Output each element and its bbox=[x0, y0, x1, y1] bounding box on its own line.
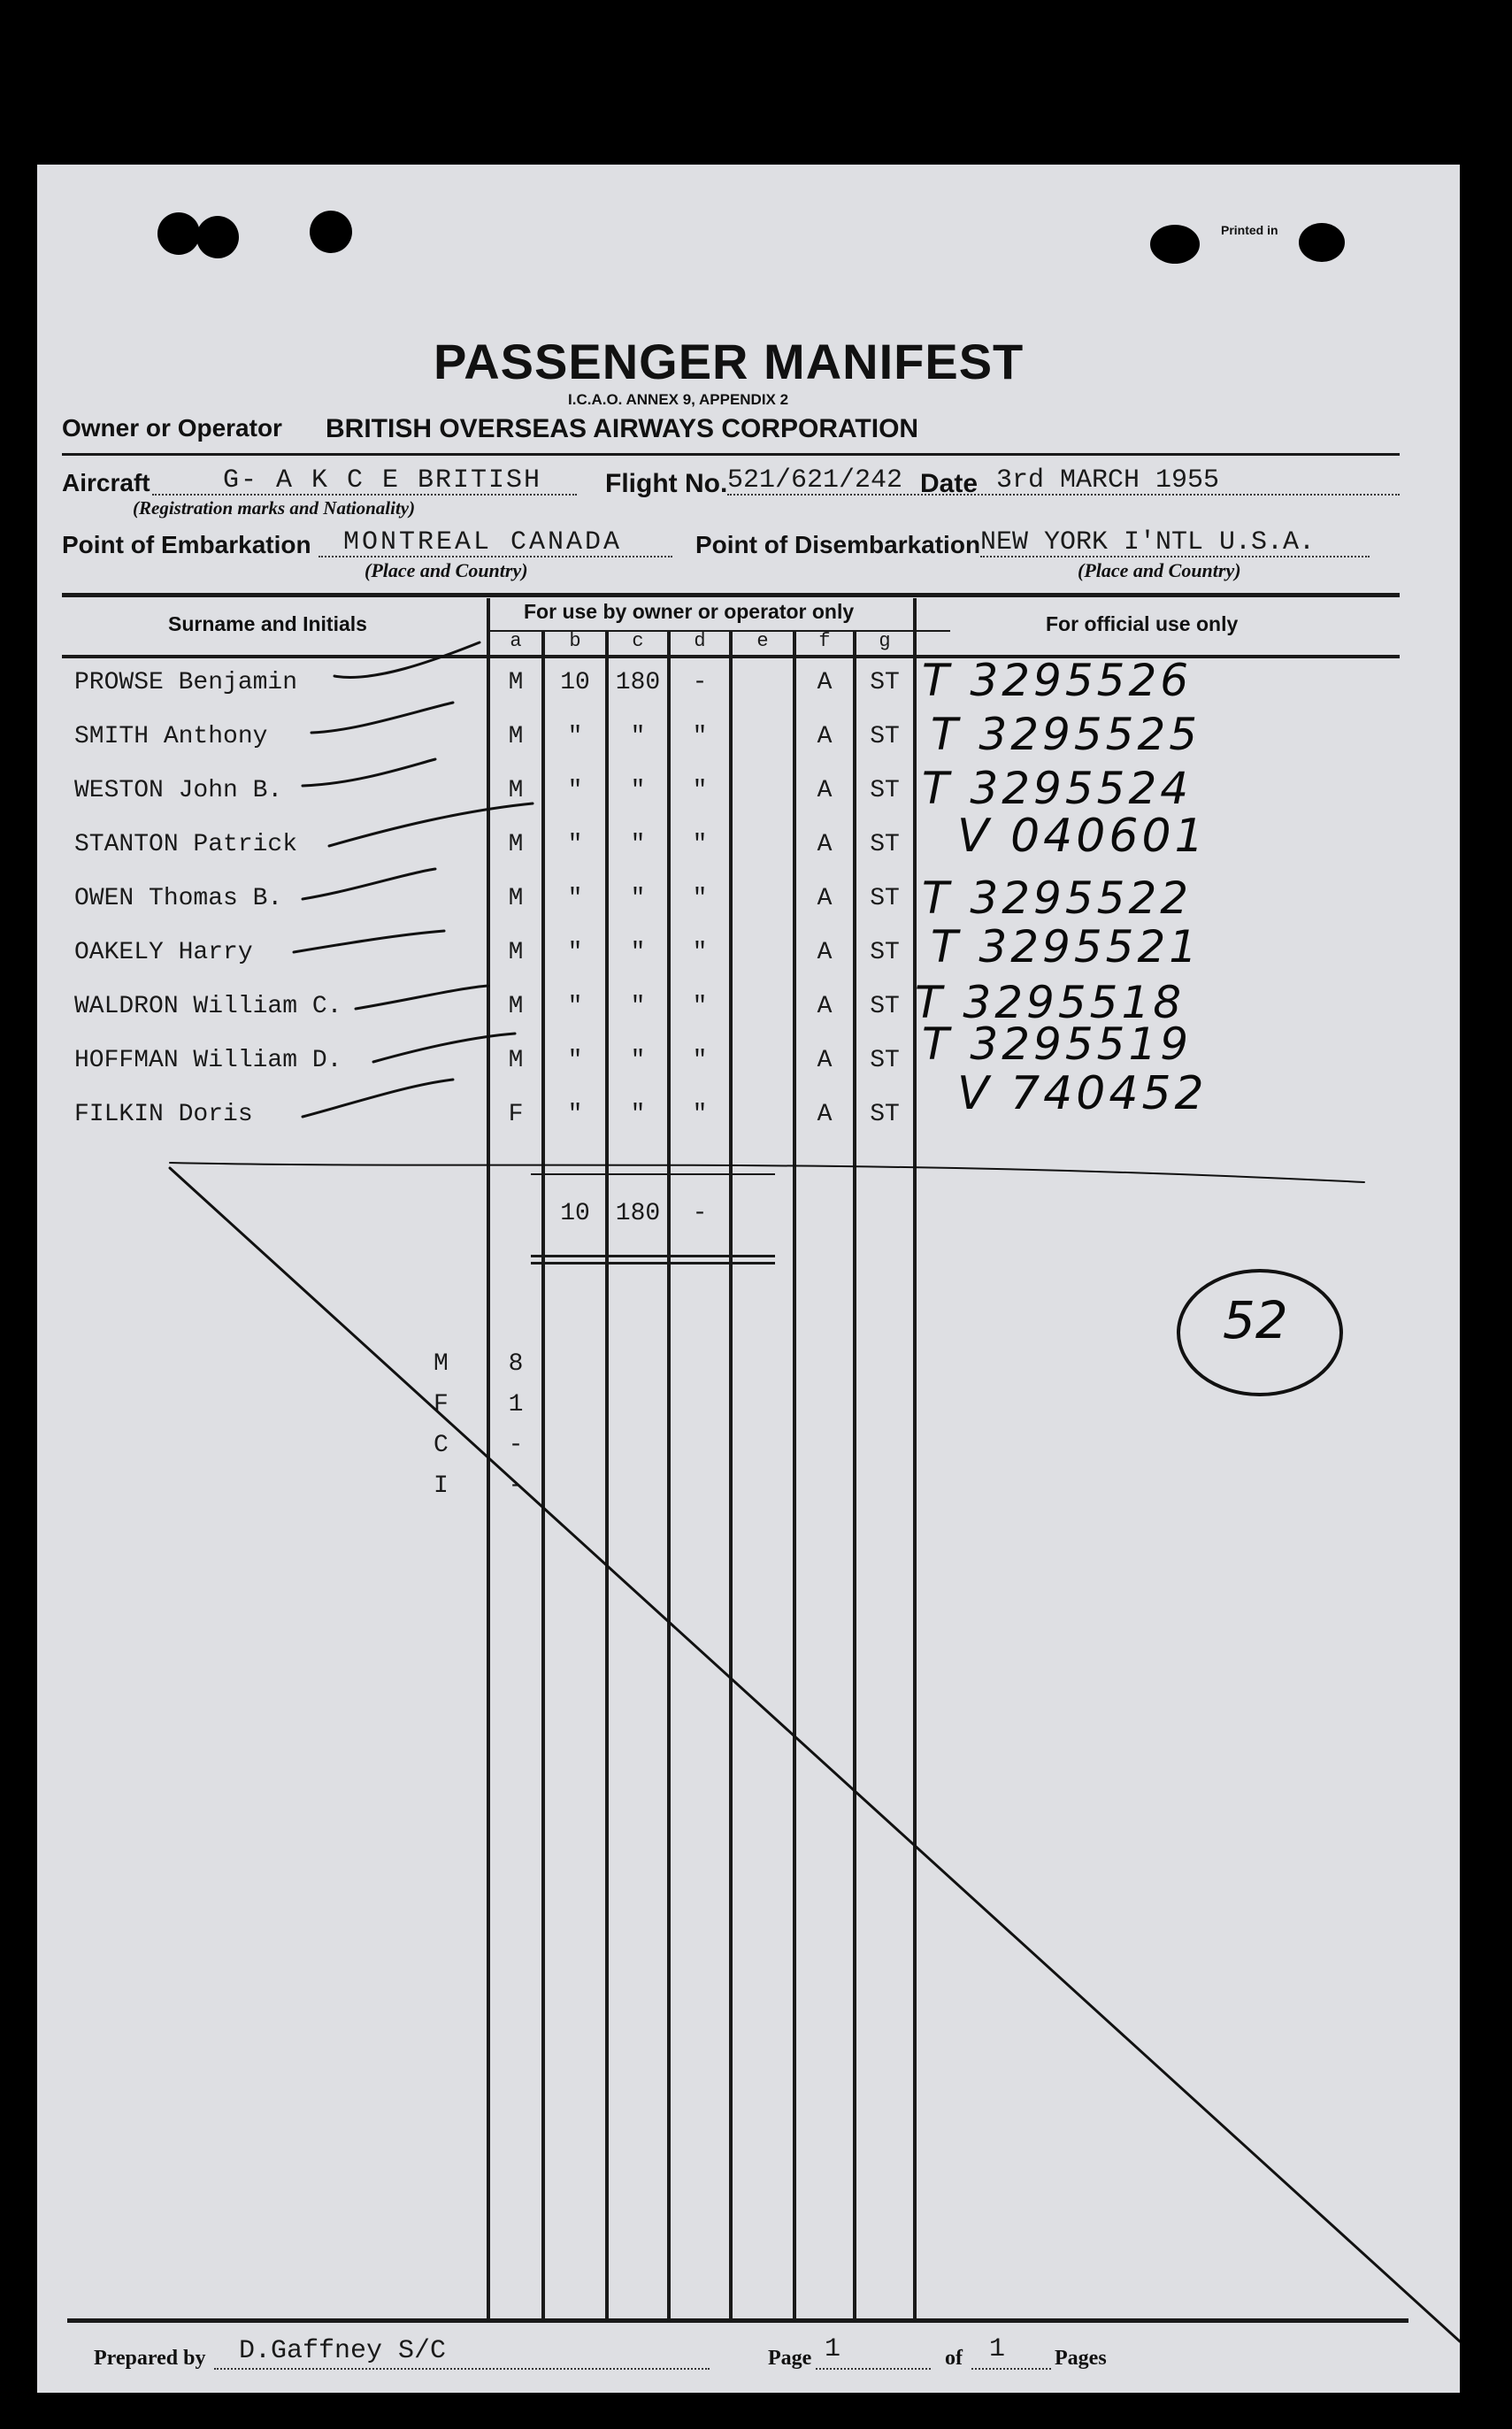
page-value: 1 bbox=[825, 2334, 841, 2364]
cell-c: 180 bbox=[615, 669, 661, 696]
cell-g: ST bbox=[870, 1101, 900, 1128]
summary-label-f: F bbox=[434, 1391, 449, 1418]
date-value: 3rd MARCH 1955 bbox=[996, 465, 1220, 496]
summary-label-i: I bbox=[434, 1472, 449, 1500]
aircraft-label: Aircraft bbox=[62, 469, 150, 496]
cell-b: " bbox=[567, 885, 583, 912]
field-underline bbox=[214, 2368, 710, 2370]
cell-f: A bbox=[817, 885, 833, 912]
owner-value: BRITISH OVERSEAS AIRWAYS CORPORATION bbox=[326, 414, 919, 443]
cell-d: - bbox=[692, 669, 708, 696]
cell-c: " bbox=[630, 1047, 646, 1074]
cell-f: A bbox=[817, 831, 833, 858]
cell-c: " bbox=[630, 831, 646, 858]
cell-d: " bbox=[692, 777, 708, 804]
cell-g: ST bbox=[870, 777, 900, 804]
official-number: T 3295524 bbox=[922, 763, 1193, 814]
cell-f: A bbox=[817, 777, 833, 804]
official-number: V 040601 bbox=[957, 810, 1208, 863]
cell-a: M bbox=[508, 993, 524, 1020]
cell-d: " bbox=[692, 831, 708, 858]
summary-label-c: C bbox=[434, 1432, 449, 1459]
passenger-name: WALDRON William C. bbox=[74, 993, 342, 1020]
subheader-e: e bbox=[756, 630, 769, 652]
passenger-name: WESTON John B. bbox=[74, 777, 283, 804]
cell-a: M bbox=[508, 831, 524, 858]
subheader-b: b bbox=[569, 630, 581, 652]
cell-g: ST bbox=[870, 1047, 900, 1074]
cell-g: ST bbox=[870, 885, 900, 912]
cell-g: ST bbox=[870, 669, 900, 696]
place-note: (Place and Country) bbox=[365, 559, 528, 581]
passenger-name: SMITH Anthony bbox=[74, 723, 268, 750]
pen-stroke bbox=[356, 986, 488, 1009]
cell-f: A bbox=[817, 1047, 833, 1074]
cell-d: " bbox=[692, 993, 708, 1020]
official-number: T 3295519 bbox=[922, 1018, 1193, 1070]
cell-d: " bbox=[692, 885, 708, 912]
passenger-name: OWEN Thomas B. bbox=[74, 885, 283, 912]
field-underline bbox=[971, 2368, 1051, 2370]
summary-label-m: M bbox=[434, 1350, 449, 1378]
pen-stroke bbox=[170, 1163, 1364, 1182]
pen-stroke bbox=[329, 803, 533, 846]
cell-b: " bbox=[567, 831, 583, 858]
pen-stroke bbox=[311, 703, 453, 733]
page-label: Page bbox=[768, 2347, 812, 2370]
embarkation-value: MONTREAL CANADA bbox=[343, 527, 623, 557]
of-value: 1 bbox=[989, 2334, 1006, 2364]
official-number: T 3295522 bbox=[922, 872, 1193, 924]
official-number: T 3295525 bbox=[931, 709, 1201, 760]
cell-f: A bbox=[817, 939, 833, 966]
footer-divider bbox=[67, 2318, 1408, 2323]
pages-label: Pages bbox=[1055, 2347, 1107, 2370]
cell-f: A bbox=[817, 723, 833, 750]
embarkation-label: Point of Embarkation bbox=[62, 531, 311, 558]
official-use-header: For official use only bbox=[1046, 612, 1239, 635]
cell-a: M bbox=[508, 669, 524, 696]
official-number: T 3295521 bbox=[931, 921, 1201, 972]
disembarkation-label: Point of Disembarkation bbox=[695, 531, 981, 558]
cell-b: " bbox=[567, 993, 583, 1020]
cell-f: A bbox=[817, 993, 833, 1020]
pen-marks bbox=[37, 165, 1460, 2393]
cell-a: M bbox=[508, 777, 524, 804]
prepared-value: D.Gaffney S/C bbox=[239, 2336, 447, 2366]
official-number: V 740452 bbox=[957, 1067, 1208, 1120]
cell-a: F bbox=[508, 1101, 524, 1128]
subheader-d: d bbox=[694, 630, 706, 652]
cell-f: A bbox=[817, 669, 833, 696]
subheader-c: c bbox=[632, 630, 644, 652]
pen-stroke bbox=[303, 1080, 453, 1117]
total-b: 10 bbox=[560, 1200, 590, 1227]
date-label: Date bbox=[920, 469, 979, 498]
cell-d: " bbox=[692, 1047, 708, 1074]
stamp-number: 52 bbox=[1223, 1290, 1288, 1350]
subheader-g: g bbox=[879, 630, 891, 652]
cell-f: A bbox=[817, 1101, 833, 1128]
cell-a: M bbox=[508, 723, 524, 750]
cell-g: ST bbox=[870, 939, 900, 966]
page-title: PASSENGER MANIFEST bbox=[434, 334, 1025, 389]
aircraft-value: G- A K C E BRITISH bbox=[223, 465, 542, 496]
cell-a: M bbox=[508, 1047, 524, 1074]
summary-value-c: - bbox=[508, 1432, 524, 1459]
cell-g: ST bbox=[870, 723, 900, 750]
cell-c: " bbox=[630, 723, 646, 750]
cell-a: M bbox=[508, 885, 524, 912]
cell-c: " bbox=[630, 1101, 646, 1128]
subheader-a: a bbox=[510, 630, 522, 652]
prepared-label: Prepared by bbox=[94, 2347, 206, 2370]
col-name-header: Surname and Initials bbox=[168, 612, 367, 635]
cell-b: " bbox=[567, 1101, 583, 1128]
pen-stroke bbox=[334, 642, 480, 677]
cell-b: " bbox=[567, 1047, 583, 1074]
printed-in-note: Printed in bbox=[1221, 223, 1278, 237]
pen-stroke bbox=[303, 759, 435, 786]
cell-a: M bbox=[508, 939, 524, 966]
cell-b: 10 bbox=[560, 669, 590, 696]
cell-d: " bbox=[692, 939, 708, 966]
pen-stroke bbox=[294, 931, 444, 952]
owner-use-header: For use by owner or operator only bbox=[524, 600, 855, 623]
summary-value-m: 8 bbox=[508, 1350, 524, 1378]
cell-c: " bbox=[630, 885, 646, 912]
cancellation-line bbox=[170, 1168, 1460, 2341]
of-label: of bbox=[945, 2347, 963, 2370]
cell-c: " bbox=[630, 777, 646, 804]
passenger-name: PROWSE Benjamin bbox=[74, 669, 298, 696]
cell-c: " bbox=[630, 993, 646, 1020]
total-d: - bbox=[692, 1200, 708, 1227]
field-underline bbox=[816, 2368, 931, 2370]
subheader-f: f bbox=[818, 630, 831, 652]
flight-value: 521/621/242 bbox=[727, 465, 903, 496]
summary-value-i: - bbox=[508, 1472, 524, 1500]
disembarkation-value: NEW YORK I'NTL U.S.A. bbox=[980, 527, 1316, 557]
cell-d: " bbox=[692, 723, 708, 750]
cell-g: ST bbox=[870, 831, 900, 858]
place-note: (Place and Country) bbox=[1078, 559, 1241, 581]
flight-label: Flight No. bbox=[605, 469, 728, 498]
passenger-name: OAKELY Harry bbox=[74, 939, 253, 966]
manifest-sheet bbox=[37, 165, 1460, 2393]
total-c: 180 bbox=[615, 1200, 661, 1227]
cell-c: " bbox=[630, 939, 646, 966]
cell-g: ST bbox=[870, 993, 900, 1020]
official-number: T 3295526 bbox=[922, 655, 1193, 706]
owner-label: Owner or Operator bbox=[62, 414, 282, 442]
passenger-name: STANTON Patrick bbox=[74, 831, 298, 858]
official-number: T 3295518 bbox=[915, 977, 1186, 1028]
pen-stroke bbox=[303, 869, 435, 899]
passenger-name: FILKIN Doris bbox=[74, 1101, 253, 1128]
registration-note: (Registration marks and Nationality) bbox=[133, 497, 416, 519]
summary-value-f: 1 bbox=[508, 1391, 524, 1418]
pen-stroke bbox=[373, 1034, 515, 1062]
passenger-name: HOFFMAN William D. bbox=[74, 1047, 342, 1074]
cell-b: " bbox=[567, 723, 583, 750]
cell-d: " bbox=[692, 1101, 708, 1128]
cell-b: " bbox=[567, 939, 583, 966]
cell-b: " bbox=[567, 777, 583, 804]
page-subtitle: I.C.A.O. ANNEX 9, APPENDIX 2 bbox=[568, 391, 789, 408]
